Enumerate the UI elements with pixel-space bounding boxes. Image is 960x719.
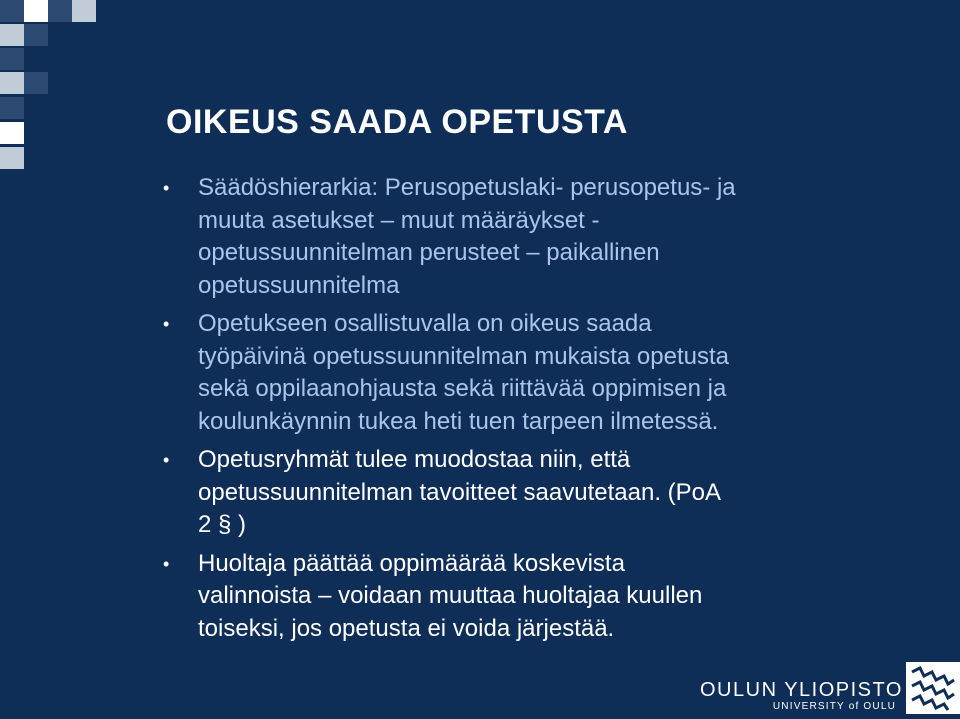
bullet-line: muuta asetukset – muut määräykset - <box>198 206 600 234</box>
university-logo <box>700 679 903 713</box>
decor-square <box>0 147 24 169</box>
bullet-line: opetussuunnitelman perusteet – paikallinen <box>198 239 660 266</box>
bullet-list <box>160 172 810 651</box>
decor-square <box>0 72 24 94</box>
slide-title: OIKEUS SAADA OPETUSTA <box>166 103 628 141</box>
bullet-line: sekä oppilaanohjausta sekä riittävää oppimisen ja <box>198 375 727 402</box>
decor-square <box>0 48 24 70</box>
decor-square <box>48 0 72 22</box>
decor-square <box>0 24 24 46</box>
bullet-line: toiseksi, jos opetusta ei voida järjestää. <box>198 614 615 642</box>
bullet-line: 2 § ) <box>198 511 247 538</box>
bullet-line: Huoltaja päättää oppimäärää koskevista <box>198 549 625 577</box>
decor-square <box>0 0 24 22</box>
bullet-line: opetussuunnitelma <box>198 271 400 299</box>
decor-square <box>0 122 24 144</box>
bullet-item <box>160 172 810 302</box>
logo-main-text: OULUN YLIOPISTO <box>700 679 903 701</box>
decor-square <box>24 24 48 46</box>
bullet-dot: • <box>163 178 170 198</box>
decor-square <box>0 97 24 119</box>
bullet-line: koulunkäynnin tukea heti tuen tarpeen ilmetessä. <box>198 407 719 435</box>
bullet-line: valinnoista – voidaan muuttaa huoltajaa kuullen <box>198 582 703 609</box>
decor-square <box>24 72 48 94</box>
bullet-line: Opetukseen osallistuvalla on oikeus saada <box>198 310 652 337</box>
logo-sub-text: UNIVERSITY of OULU <box>772 701 896 712</box>
bullet-item <box>160 308 810 438</box>
bullet-item <box>160 444 810 542</box>
decor-square <box>72 0 96 22</box>
university-emblem-icon <box>906 662 960 714</box>
bullet-line: Opetusryhmät tulee muodostaa niin, että <box>198 446 631 473</box>
university-emblem-icon <box>906 662 960 714</box>
bullet-dot: • <box>163 314 170 334</box>
bullet-dot: • <box>163 450 170 470</box>
bullet-item <box>160 548 810 646</box>
bullet-line: opetussuunnitelman tavoitteet saavutetaan. (PoA <box>198 478 722 506</box>
bullet-line: työpäivinä opetussuunnitelman mukaista opetusta <box>198 342 729 370</box>
bullet-dot: • <box>163 553 170 574</box>
bullet-line: Säädöshierarkia: Perusopetuslaki- perusopetus- ja <box>198 174 736 201</box>
decor-square <box>24 0 48 22</box>
